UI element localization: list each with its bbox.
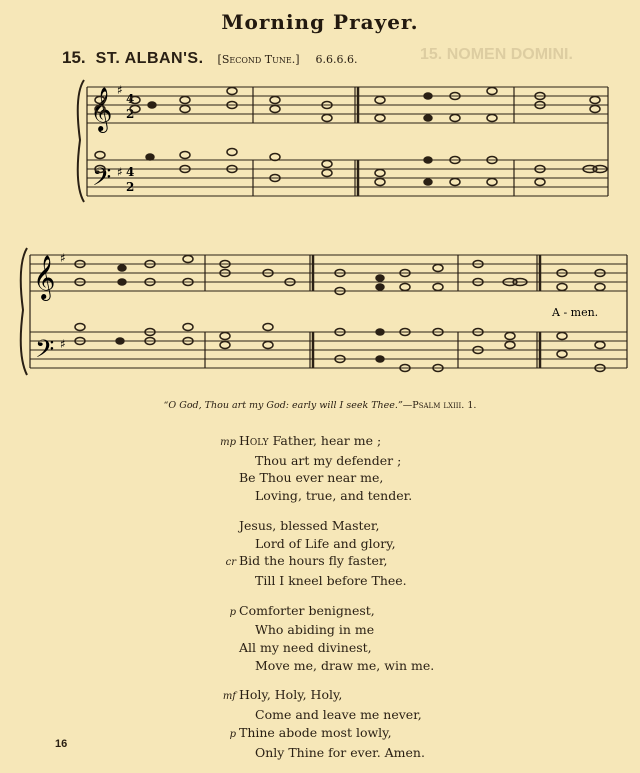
time-sig-top: 4 [126, 165, 135, 179]
verse-line [212, 535, 572, 553]
verse-text: Till I kneel before Thee. [255, 572, 407, 588]
verse-line [212, 744, 572, 762]
dynamic-mark: p [229, 728, 236, 740]
dynamic-mark: cr [225, 557, 236, 569]
verse-text: Comforter benignest, [239, 602, 375, 618]
key-sharp-treble-icon: ♯ [117, 83, 123, 97]
epigraph-source: Psalm lxiii. 1. [412, 400, 477, 411]
running-title: Morning Prayer. [221, 10, 419, 34]
verse-line [212, 657, 572, 675]
epigraph [0, 400, 640, 411]
verse-text: Father, hear me ; [268, 433, 382, 448]
time-sig-top: 4 [126, 92, 135, 106]
hymn-text [212, 432, 572, 773]
verse-text: Holy, Holy, Holy, [239, 687, 343, 703]
hymn-number: 15. [62, 48, 86, 67]
epigraph-quote: “O God, Thou art my God: early will I seek Thee.”— [163, 400, 413, 411]
verse-line [212, 621, 572, 639]
notes-system-1 [95, 88, 607, 186]
verse-text: Loving, true, and tender. [255, 488, 413, 504]
hymn-meter: 6.6.6.6. [315, 53, 358, 66]
treble-clef-icon: 𝄞 [33, 255, 56, 299]
verse-text: Thine abode most lowly, [239, 724, 392, 740]
verse-text: Thou art my defender ; [255, 452, 402, 468]
verse-line [212, 517, 572, 535]
brace-icon [21, 248, 27, 375]
barlines-2 [30, 255, 627, 368]
treble-clef-icon: 𝄞 [90, 87, 113, 131]
verse-text: Who abiding in me [255, 622, 375, 638]
bass-clef-icon: 𝄢 [35, 335, 55, 370]
verse-text: Bid the hours fly faster, [239, 553, 388, 569]
verse-line [212, 706, 572, 724]
verse-line [212, 469, 572, 487]
verse-line [212, 639, 572, 657]
verse-text: Only Thine for ever. Amen. [255, 744, 425, 760]
key-sharp-bass-icon: ♯ [60, 337, 66, 351]
key-sharp-bass-icon: ♯ [117, 165, 123, 179]
stanza-3 [212, 602, 572, 675]
time-sig-bottom: 2 [126, 107, 135, 121]
bleed-through-text: 15. NOMEN DOMINI. [420, 46, 573, 63]
system-1 [78, 80, 608, 202]
verse-text: All my need divinest, [239, 640, 372, 656]
time-sig-bottom: 2 [126, 180, 135, 194]
verse-text: Lord of Life and glory, [255, 535, 396, 551]
amen-label: A - men. [552, 306, 599, 319]
barlines-1 [87, 87, 608, 196]
dynamic-mark: mf [222, 691, 236, 703]
verse-line [212, 686, 572, 706]
dynamic-mark: p [229, 606, 236, 618]
verse-lead-word: Holy [239, 433, 269, 448]
dynamic-mark: mp [220, 437, 236, 448]
verse-line [212, 487, 572, 505]
verse-text: Move me, draw me, win me. [255, 657, 435, 673]
verse-line [212, 602, 572, 622]
bass-clef-icon: 𝄢 [92, 163, 112, 198]
verse-text: Come and leave me never, [255, 707, 422, 723]
page-number: 16 [55, 738, 68, 750]
verse-text: Jesus, blessed Master, [239, 517, 380, 533]
verse-line [212, 452, 572, 470]
bass-staff-1 [87, 160, 608, 196]
brace-icon [78, 80, 84, 202]
verse-line [212, 572, 572, 590]
verse-text: Be Thou ever near me, [239, 470, 384, 486]
stanza-4 [212, 686, 572, 761]
key-sharp-treble-icon: ♯ [60, 251, 66, 265]
verse-line [212, 552, 572, 572]
verse-line [212, 432, 572, 452]
verse-line [212, 724, 572, 744]
hymn-tune-name: ST. ALBAN'S. [95, 50, 204, 67]
system-2 [21, 248, 627, 375]
stanza-1 [212, 432, 572, 505]
treble-staff-1 [87, 87, 608, 123]
hymn-tune-note: [Second Tune.] [217, 53, 300, 66]
stanza-2 [212, 517, 572, 590]
